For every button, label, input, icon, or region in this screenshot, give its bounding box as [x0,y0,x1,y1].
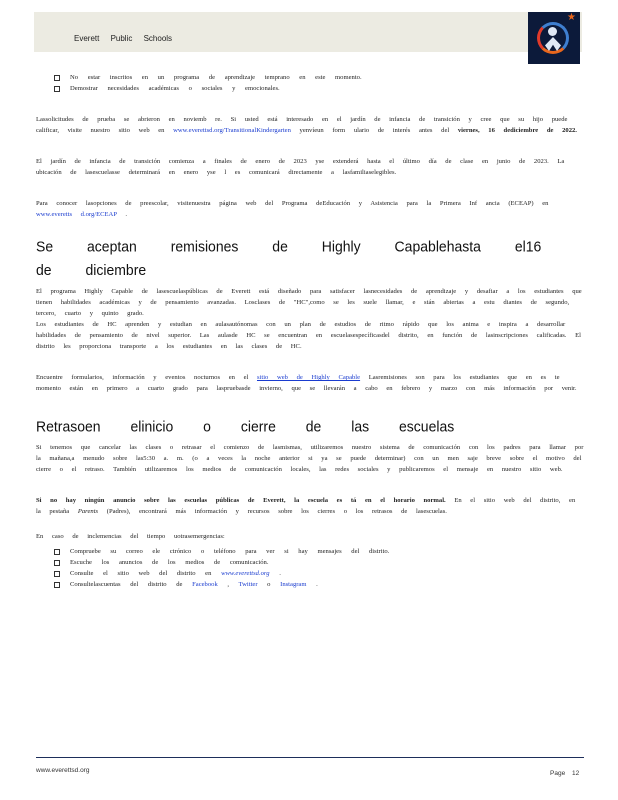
page-number: Page 12 [550,770,580,777]
figure-head-icon [548,27,557,36]
eceap-link[interactable]: www.everetts d.org/ECEAP [36,211,117,218]
highly-capable-heading: Se aceptan remisiones de Highly Capablehasta el16 de diciembre [36,237,542,279]
instagram-link[interactable]: Instagram [280,581,307,588]
twitter-link[interactable]: Twitter [238,581,258,588]
normal-schedule-paragraph: Si no hay ningún anuncio sobre las escuelas públicas de Everett, la escuela es tá en el horario normal. En el sitio web del distrito, en la pestaña Parents (Padres), encontrará más información y recursos sobre los cierres o los retrasos de lasescuelas. [36,497,576,515]
list-item: Consulte el sitio web del distrito en www.everettsd.org . [54,568,586,579]
page-content [36,72,586,590]
eceap-paragraph: Para conocer lasopciones de preescolar, visitenuestra página web del Programa deEducación y Asistencia para la Primera Inf ancia (ECEAP) en www.everetts d.org/ECEAP . [36,200,549,218]
hc-classes-paragraph: Los estudiantes de HC aprenden y estudian en aulasautónomas con un plan de estudios de ritmo rápido que los anima e inspira a desarrollar habilidades de pensamiento de nivel superior. Las aulasde HC se encuentran en escuelasespecíficasdel distrito, en función de lasinscripciones calificadas. El distrito les proporciona transporte a los estudiantes en las clases de HC. [36,321,581,350]
school-delay-heading: Retrasoen elinicio o cierre de las escuelas [36,417,455,435]
highly-capable-link[interactable]: sitio web de Highly Capable [256,374,361,381]
footer-site: www.everettsd.org [36,767,90,774]
footer-divider [36,757,584,758]
page-header [34,12,582,52]
list-item: Consultelascuentas del distrito de Facebook , Twitter o Instagram . [54,579,586,590]
star-icon: ★ [567,12,576,23]
header-title: Everett Public Schools [74,34,173,43]
cancel-delay-paragraph: Si tenemos que cancelar las clases o retrasar el comienzo de lasmismas, utilizaremos nuestro sistema de comunicación con los padres para llamar por la mañana,a menudo sobre las5:30 a. m. (o a veces la noche anterior si ya se puede determinar) con un men saje breve sobre el motivo del cierre o el retraso. También utilizaremos los medios de comunicación locales, las redes sociales y publicaremos el mensaje en nuestro sitio web. [36,444,584,473]
tk-link[interactable]: www.everettsd.org/TransitionalKindergarten [173,127,291,134]
intro-bullet-list [36,72,586,94]
hc-program-paragraph: El programa Highly Capable de lasescuelaspúblicas de Everett está diseñado para satisfacer lasnecesidades de aprendizaje y desafiar a los estudiantes que tienen habilidades académicas y de pensamiento avanzadas. Losclases de "HC",como se les suele llamar, e stán abiertas a estu diantes de segundo, tercero, cuarto y quinto grado. [36,288,582,317]
list-item: Demostrar necesidades académicas o sociales y emocionales. [54,83,586,94]
list-item: Escuche los anuncios de los medios de comunicación. [54,557,586,568]
website-link[interactable]: www.everettsd.org [221,570,270,577]
emergency-bullet-list [36,546,586,590]
hc-forms-paragraph: Encuentre formularios, información y eventos nocturnos en el sitio web de Highly Capable Lasremisiones son para los estudiantes que en es te momento están en primero a cuarto grado para laspruebasde invierno, que se llevarán a cabo en febrero y marzo con más información por venir. [36,374,577,392]
facebook-link[interactable]: Facebook [192,581,218,588]
tk-schedule-paragraph: El jardín de infancia de transición comienza a finales de enero de 2023 yse extenderá hasta el último día de clase en junio de 2023. La ubicación de lasescuelasse determinará en enero yse l es comunicará directamente a lasfamiliaselegibles. [36,158,565,176]
list-item: Compruebe su correo ele ctrónico o teléfono para ver si hay mensajes del distrito. [54,546,586,557]
district-logo [528,12,580,64]
tk-application-paragraph: Lassolicitudes de prueba se abrieron en noviemb re. Si usted está interesado en el jardín de infancia de transición y cree que su hijo puede calificar, visite nuestro sitio web en www.everettsd.org/TransitionalKindergarten yenvíeun form ulario de interés antes del viernes, 16 dediciembre de 2022. [36,116,577,134]
emergency-intro: En caso de inclemencias del tiempo uotrasemergencias: [36,533,225,540]
list-item: No estar inscritos en un programa de aprendizaje temprano en este momento. [54,72,586,83]
